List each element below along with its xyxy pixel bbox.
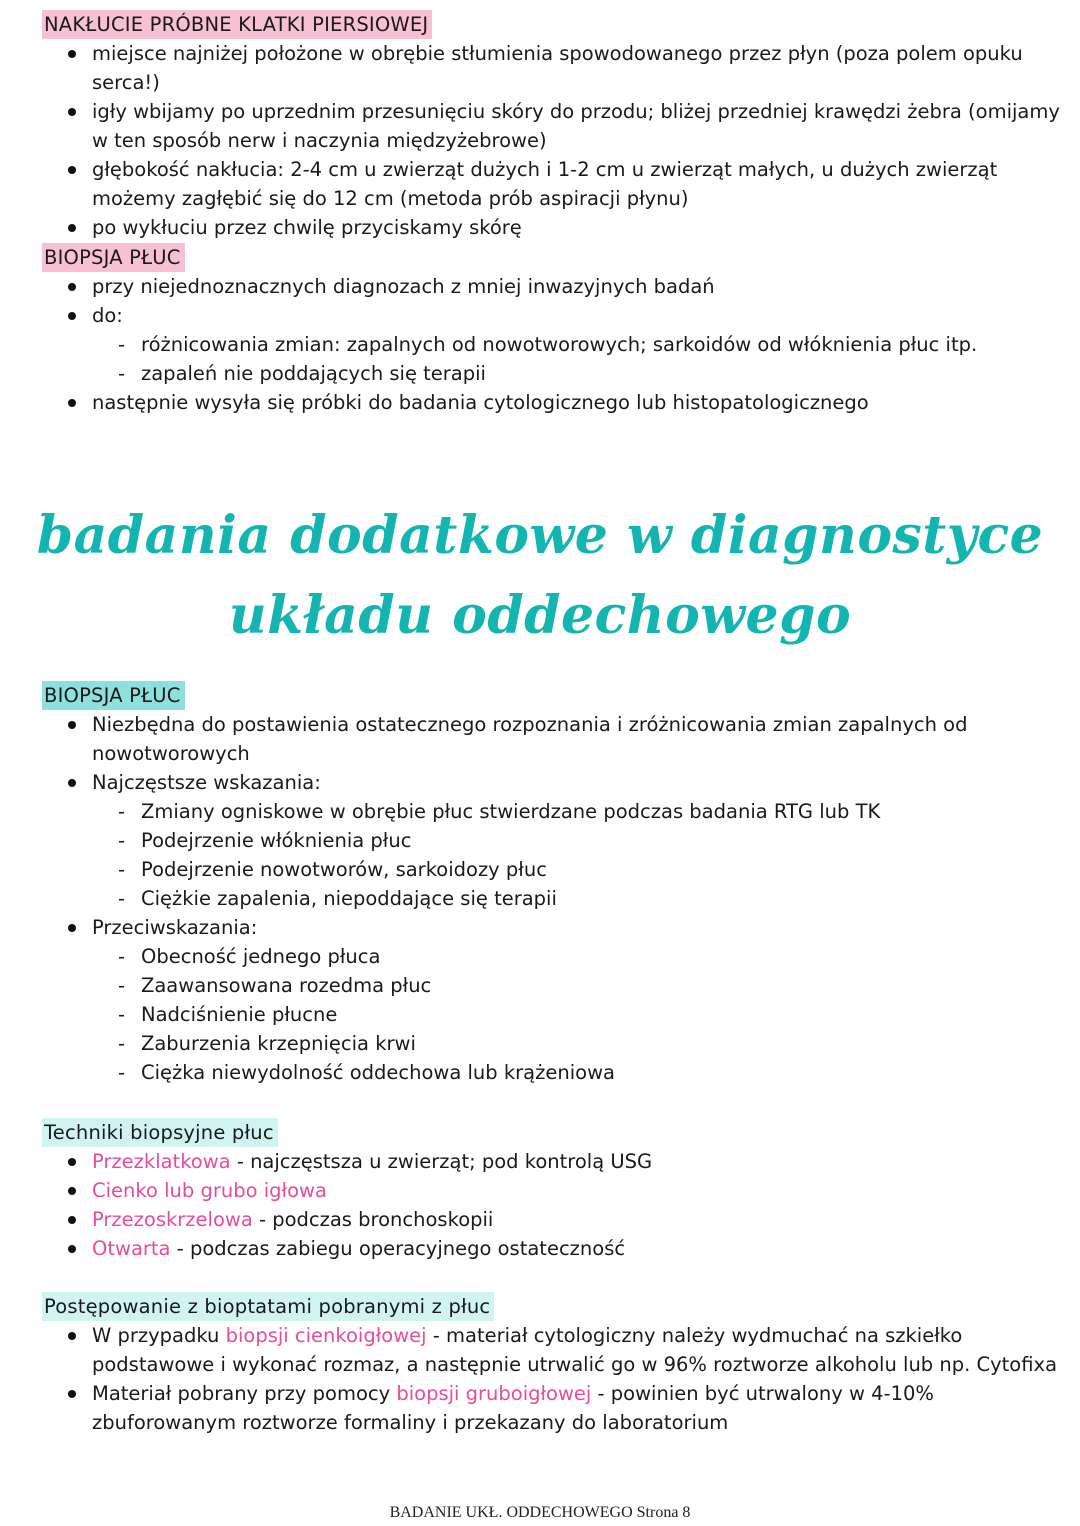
section-heading: BIOPSJA PŁUC (42, 681, 185, 710)
sub-list-item: - różnicowania zmian: zapalnych od nowotworowych; sarkoidów od włóknienia płuc itp. (118, 330, 1060, 359)
list-item: głębokość nakłucia: 2-4 cm u zwierząt dużych i 1-2 cm u zwierząt małych, u dużych zwierząt możemy zagłębić się do 12 cm (metoda prób aspiracji płynu) (68, 155, 1060, 213)
bullet-list (42, 272, 1060, 417)
section-naklucie (42, 10, 1060, 242)
term: biopsji gruboigłowej (396, 1382, 592, 1405)
sub-list-wskazania (92, 797, 1060, 913)
list-item: przy niejednoznacznych diagnozach z mniej inwazyjnych badań (68, 272, 1060, 301)
list-item: igły wbijamy po uprzednim przesunięciu skóry do przodu; bliżej przedniej krawędzi żebra (omijamy w ten sposób nerw i naczynia międzyżebrowe) (68, 97, 1060, 155)
list-item-label: do: (92, 304, 123, 327)
sub-list-item: - zapaleń nie poddających się terapii (118, 359, 1060, 388)
title-line-2: układu oddechowego (228, 585, 852, 646)
sub-list (92, 330, 1060, 388)
list-item (68, 1176, 1060, 1205)
list-item (68, 1147, 1060, 1176)
text: W przypadku (92, 1324, 226, 1347)
term: Cienko lub grubo igłowa (92, 1179, 327, 1202)
sub-list-item: - Podejrzenie włóknienia płuc (118, 826, 1060, 855)
sub-list-item: - Podejrzenie nowotworów, sarkoidozy płuc (118, 855, 1060, 884)
section-heading: BIOPSJA PŁUC (42, 243, 185, 272)
sub-list-item: - Ciężkie zapalenia, niepoddające się terapii (118, 884, 1060, 913)
sub-list-item: - Zaburzenia krzepnięcia krwi (118, 1029, 1060, 1058)
bullet-list (42, 1147, 1060, 1263)
list-item (68, 768, 1060, 913)
text: - materiał cytologiczny należy wydmuchać na szkiełko podstawowe i wykonać rozmaz, a następnie utrwalić go w 96% roztworze alkoholu lub np. Cytofixa (92, 1324, 1058, 1376)
text: - powinien być utrwalony w 4-10% zbuforowanym roztworze formaliny i przekazany do laboratorium (92, 1382, 934, 1434)
page-title (0, 496, 1080, 656)
bullet-list (42, 39, 1060, 242)
term-desc: - najczęstsza u zwierząt; pod kontrolą USG (230, 1150, 653, 1173)
list-item: następnie wysyła się próbki do badania cytologicznego lub histopatologicznego (68, 388, 1060, 417)
sub-list-item: - Zaawansowana rozedma płuc (118, 971, 1060, 1000)
section-postepowanie (42, 1292, 1060, 1437)
bullet-list (42, 710, 1060, 1087)
list-item (68, 1379, 1060, 1437)
list-item (68, 1321, 1060, 1379)
section-heading: Postępowanie z bioptatami pobranymi z płuc (42, 1292, 494, 1321)
sub-list-item: - Nadciśnienie płucne (118, 1000, 1060, 1029)
term: Otwarta (92, 1237, 171, 1260)
text: Materiał pobrany przy pomocy (92, 1382, 397, 1405)
sub-list-item: - Ciężka niewydolność oddechowa lub krążeniowa (118, 1058, 1060, 1087)
list-item (68, 1205, 1060, 1234)
section-techniki (42, 1118, 1060, 1263)
term: Przezklatkowa (92, 1150, 231, 1173)
sub-list-item: - Obecność jednego płuca (118, 942, 1060, 971)
term-desc: - podczas zabiegu operacyjnego ostateczność (170, 1237, 626, 1260)
term-desc: - podczas bronchoskopii (252, 1208, 494, 1231)
sub-list-item: - Zmiany ogniskowe w obrębie płuc stwierdzane podczas badania RTG lub TK (118, 797, 1060, 826)
list-item (68, 913, 1060, 1087)
list-item: Niezbędna do postawienia ostatecznego rozpoznania i zróżnicowania zmian zapalnych od nowotworowych (68, 710, 1060, 768)
section-biopsja-1 (42, 243, 1060, 417)
title-line-1: badania dodatkowe w diagnostyce (36, 505, 1044, 566)
term: Przezoskrzelowa (92, 1208, 253, 1231)
list-item (68, 301, 1060, 388)
list-item: miejsce najniżej położone w obrębie stłumienia spowodowanego przez płyn (poza polem opuku serca!) (68, 39, 1060, 97)
list-item-label: Przeciwskazania: (92, 916, 258, 939)
list-item (68, 1234, 1060, 1263)
term: biopsji cienkoigłowej (225, 1324, 427, 1347)
section-biopsja-2 (42, 681, 1060, 1087)
list-item: po wykłuciu przez chwilę przyciskamy skórę (68, 213, 1060, 242)
section-heading: Techniki biopsyjne płuc (42, 1118, 278, 1147)
bullet-list (42, 1321, 1060, 1437)
page-footer: BADANIE UKŁ. ODDECHOWEGO Strona 8 (389, 1504, 691, 1521)
list-item-label: Najczęstsze wskazania: (92, 771, 321, 794)
section-heading: NAKŁUCIE PRÓBNE KLATKI PIERSIOWEJ (42, 10, 432, 39)
sub-list-przeciwskazania (92, 942, 1060, 1087)
